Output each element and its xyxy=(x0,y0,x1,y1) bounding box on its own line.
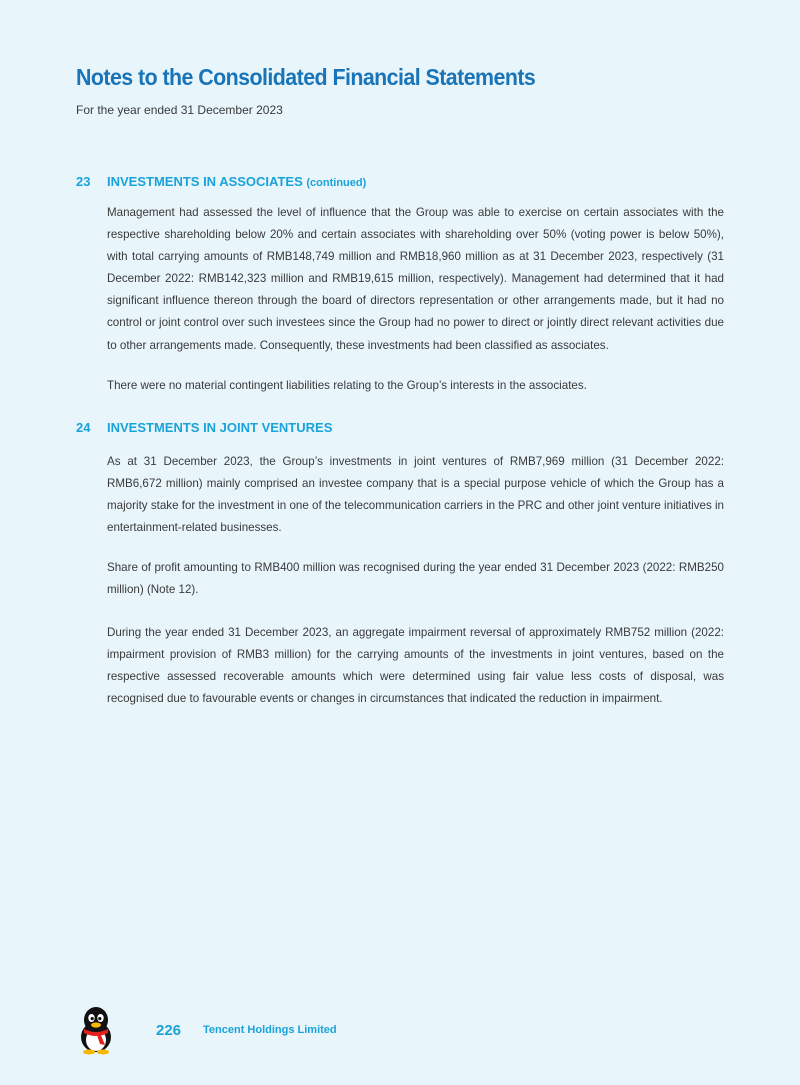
page-title: Notes to the Consolidated Financial Statements xyxy=(76,64,536,90)
section-number: 24 xyxy=(76,420,91,435)
section-23-paragraph-2: There were no material contingent liabilities relating to the Group’s interests in the associates. xyxy=(107,379,587,392)
company-name: Tencent Holdings Limited xyxy=(203,1024,337,1036)
section-24-heading xyxy=(76,420,332,435)
section-number: 23 xyxy=(76,174,91,189)
section-24-paragraph-2: Share of profit amounting to RMB400 million was recognised during the year ended 31 December 2023 (2022: RMB250 million) (Note 12). xyxy=(107,561,724,597)
section-title: INVESTMENTS IN JOINT VENTURES xyxy=(107,420,333,435)
page-number: 226 xyxy=(156,1022,182,1039)
section-24-paragraph-1: As at 31 December 2023, the Group’s investments in joint ventures of RMB7,969 million (31 December 2022: RMB6,672 million) mainly comprised an investee company that is a special purpose vehicle of which the Group has a majority stake for the investment in one of the telecommunication carriers in the PRC and other joint venture initiatives in entertainment-related businesses. xyxy=(107,455,724,535)
section-23-heading xyxy=(76,174,366,189)
section-title: INVESTMENTS IN ASSOCIATES xyxy=(107,174,303,189)
penguin-icon xyxy=(76,1005,116,1055)
page-subtitle: For the year ended 31 December 2023 xyxy=(76,103,283,117)
continued-label: (continued) xyxy=(306,177,367,189)
section-23-paragraph-1: Management had assessed the level of influence that the Group was able to exercise on certain associates with the respective shareholding below 20% and certain associates with shareholding over 50% (voting power is below 50%), with total carrying amounts of RMB148,749 million and RMB18,960 million as at 31 December 2023, respectively (31 December 2022: RMB142,323 million and RMB19,615 million, respectively). Management had determined that it had significant influence thereon through the board of directors representation or other arrangements made, but it had no control or joint control over such investees since the Group had no power to direct or jointly direct relevant activities due to other arrangements made. Consequently, these investments had been classified as associates. xyxy=(107,206,724,352)
section-24-paragraph-3: During the year ended 31 December 2023, an aggregate impairment reversal of approximately RMB752 million (2022: impairment provision of RMB3 million) for the carrying amounts of the investments in joint ventures, based on the respective assessed recoverable amounts which were determined using fair value less costs of disposal, was recognised due to favourable events or changes in circumstances that indicated the reduction in impairment. xyxy=(107,626,724,706)
